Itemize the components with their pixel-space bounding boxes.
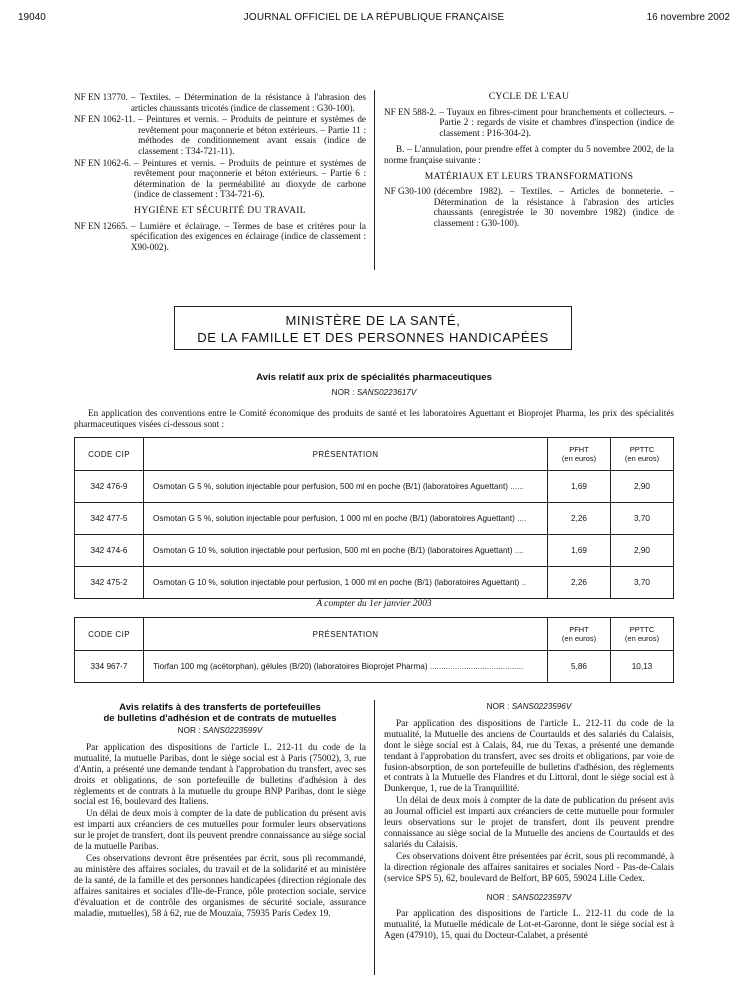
col-header-code: CODE CIP <box>75 438 144 471</box>
avis-prix-title: Avis relatif aux prix de spécialités pharmaceutiques <box>256 372 492 383</box>
presentation: Tiorfan 100 mg (acétorphan), gélules (B/20) (laboratoires Bioprojet Pharma) ......................................... <box>144 651 548 683</box>
presentation: Osmotan G 10 %, solution injectable pour perfusion, 1 000 ml en poche (B/1) (laboratoires Aguettant) .. <box>144 567 548 599</box>
norm-entry <box>74 158 366 200</box>
paragraph: Par application des dispositions de l'article L. 212-11 du code de la mutualité, la Mutuelle des anciens de Courtaulds et des salariés du Calaisis, dont le siège social est à Calais, 84, rue du Texas, a présenté une demande tendant à l'approbation du transfert, avec ses droits et obligations, par voie de fusion-absorption, de son portefeuille de bulletins d'adhésion, des règlements et contrats à la Mutuelle des Flandres et du Littoral, dont le siège social est à Dunkerque, 1, rue de la Tranquillité. <box>384 718 674 795</box>
col-header-presentation: PRÉSENTATION <box>144 438 548 471</box>
nor-line: NOR : SANS0223596V <box>486 702 572 711</box>
ministry-line-2: DE LA FAMILLE ET DES PERSONNES HANDICAPÉES <box>197 330 549 345</box>
norm-code: NF EN 588-2. <box>384 106 437 117</box>
col-header-code: CODE CIP <box>75 618 144 651</box>
avis-prix-intro: En application des conventions entre le Comité économique des produits de santé et les laboratoires Aguettant et Bioprojet Pharma, les prix des spécialités pharmaceutiques visées ci-dessous sont : <box>74 408 674 429</box>
norm-code: NF G30-100 <box>384 186 431 197</box>
price-table-1 <box>74 437 674 599</box>
column-divider <box>374 90 375 270</box>
ppttc-value: 2,90 <box>611 535 674 567</box>
pfht-value: 1,69 <box>548 535 611 567</box>
col-header-presentation: PRÉSENTATION <box>144 618 548 651</box>
table-row <box>75 535 674 567</box>
issue-date: 16 novembre 2002 <box>646 12 730 23</box>
paragraph: Par application des dispositions de l'article L. 212-11 du code de la mutualité, la mutuelle Paribas, dont le siège social est à Paris (75002), 3, rue d'Antin, a présenté une demande tendant à l'approbation du transfert, avec ses droits et obligations, de son portefeuille de bulletins d'adhésion à des règlements et de contrats à la mutuelle du groupe BNP Paribas, dont le siège social est 16, boulevard des Italiens. <box>74 742 366 808</box>
paragraph: Un délai de deux mois à compter de la date de publication du présent avis est imparti aux créanciers de ces mutuelles pour formuler leurs observations sur le projet de transfert, dont ils peuvent prendre connaissance au siège social de la mutuelle Paribas. <box>74 809 366 853</box>
effective-date-note: A compter du 1er janvier 2003 <box>316 599 432 609</box>
norm-entry <box>384 186 674 228</box>
norm-text: – Textiles. – Détermination de la résistance à l'abrasion des articles chaussants tricotés (indice de classement : G30-100). <box>130 92 366 113</box>
cip-code: 334 967-7 <box>75 651 144 683</box>
paragraph: Par application des dispositions de l'article L. 212-11 du code de la mutualité, la Mutuelle médicale de Lot-et-Garonne, dont le siège social est à Agen (47910), 15, quai du Docteur-Calabet, a présenté <box>384 909 674 942</box>
col-header-ppttc: PPTTC (en euros) <box>611 438 674 471</box>
bottom-left-column <box>74 702 366 920</box>
column-divider <box>374 700 375 975</box>
journal-title: JOURNAL OFFICIEL DE LA RÉPUBLIQUE FRANÇAISE <box>243 12 505 23</box>
ppttc-value: 3,70 <box>611 567 674 599</box>
presentation: Osmotan G 5 %, solution injectable pour perfusion, 1 000 ml en poche (B/1) (laboratoires Aguettant) .... <box>144 503 548 535</box>
top-right-column <box>384 92 674 230</box>
norm-code: NF EN 1062-11. <box>74 114 136 125</box>
norm-text: – Lumière et éclairage. – Termes de base et critères pour la spécification des exigences en éclairage (indice de classement : X90-002). <box>130 220 366 252</box>
ministry-box <box>174 306 572 350</box>
table-header-row <box>75 618 674 651</box>
norm-text: – Peintures et vernis. – Produits de peinture et systèmes de revêtement pour maçonnerie et béton extérieurs. – Partie 11 : méthodes de conditionnement avant essais (indice de classement : T34-721-11). <box>138 114 366 156</box>
cip-code: 342 475-2 <box>75 567 144 599</box>
section-title: MATÉRIAUX ET LEURS TRANSFORMATIONS <box>424 170 634 182</box>
nor-code: SANS0223617V <box>356 388 417 397</box>
section-title: HYGIÈNE ET SÉCURITÉ DU TRAVAIL <box>134 204 306 216</box>
table-row <box>75 503 674 535</box>
cip-code: 342 476-9 <box>75 471 144 503</box>
top-left-column <box>74 92 366 253</box>
presentation: Osmotan G 5 %, solution injectable pour perfusion, 500 ml en poche (B/1) (laboratoires Aguettant) ...... <box>144 471 548 503</box>
nor-line: NOR : SANS0223599V <box>177 726 263 735</box>
nor-label: NOR : <box>331 388 355 397</box>
transferts-title-line-2: de bulletins d'adhésion et de contrats de mutuelles <box>103 713 337 724</box>
pfht-value: 1,69 <box>548 471 611 503</box>
cip-code: 342 474-6 <box>75 535 144 567</box>
ppttc-value: 10,13 <box>611 651 674 683</box>
bottom-right-column <box>384 702 674 943</box>
norm-entry <box>74 92 366 113</box>
presentation: Osmotan G 10 %, solution injectable pour perfusion, 500 ml en poche (B/1) (laboratoires Aguettant) .... <box>144 535 548 567</box>
ministry-line-1: MINISTÈRE DE LA SANTÉ, <box>285 313 461 328</box>
norm-code: NF EN 12665. <box>74 220 128 231</box>
norm-text: (décembre 1982). – Textiles. – Articles de bonneterie. – Détermination de la résistance à l'abrasion des articles chaussants (enregistrée le 30 novembre 1982) (indice de classement : G30-100). <box>433 186 674 228</box>
norm-text: – Peintures et vernis. – Produits de peinture et systèmes de revêtement pour maçonnerie et béton extérieurs. – Partie 6 : détermination de la perméabilité au dioxyde de carbone (indice de classement : T34-721-6). <box>133 157 366 200</box>
page-number: 19040 <box>18 12 46 23</box>
table-row <box>75 651 674 683</box>
annulation-paragraph: B. – L'annulation, pour prendre effet à compter du 5 novembre 2002, de la norme française suivante : <box>384 144 674 165</box>
paragraph: Ces observations devront être présentées par écrit, sous pli recommandé, au ministère des affaires sociales, du travail et de la solidarité et au ministère de la santé, de la famille et des personnes handicapées (direction régionale des affaires sanitaires et sociales d'Ile-de-France, pôle protection sociale, service d'évaluation et de contrôle des organismes de sécurité sociale, assurance maladie, mutuelles), 58 à 62, rue de Mouzaïa, 75935 Paris Cedex 19. <box>74 853 366 919</box>
ppttc-value: 3,70 <box>611 503 674 535</box>
col-header-pfht: PFHT (en euros) <box>548 618 611 651</box>
ppttc-value: 2,90 <box>611 471 674 503</box>
nor-line <box>0 388 748 397</box>
table-row <box>75 567 674 599</box>
transferts-title-line-1: Avis relatifs à des transferts de portefeuilles <box>119 702 321 713</box>
table-header-row <box>75 438 674 471</box>
pfht-value: 2,26 <box>548 567 611 599</box>
section-title: CYCLE DE L'EAU <box>488 91 570 102</box>
paragraph: Un délai de deux mois à compter de la date de publication du présent avis au Journal officiel est imparti aux créanciers de cette mutuelle pour formuler leurs observations sur le projet de transfert, dont ils peuvent prendre connaissance au siège social de la Mutuelle des anciens de Courtaulds et des salariés du Calaisis. <box>384 796 674 850</box>
cip-code: 342 477-5 <box>75 503 144 535</box>
norm-code: NF EN 13770. <box>74 92 128 102</box>
norm-entry <box>384 107 674 139</box>
norm-entry <box>74 221 366 253</box>
col-header-pfht: PFHT (en euros) <box>548 438 611 471</box>
norm-text: – Tuyaux en fibres-ciment pour branchements et collecteurs. – Partie 2 : regards de visite et chambres d'inspection (indice de classement : P16-304-2). <box>439 106 674 138</box>
col-header-ppttc: PPTTC (en euros) <box>611 618 674 651</box>
norm-code: NF EN 1062-6. <box>74 157 131 168</box>
nor-line: NOR : SANS0223597V <box>486 892 572 902</box>
pfht-value: 2,26 <box>548 503 611 535</box>
pfht-value: 5,86 <box>548 651 611 683</box>
page-header <box>18 12 730 28</box>
table-row <box>75 471 674 503</box>
norm-entry <box>74 114 366 156</box>
price-table-2 <box>74 617 674 683</box>
paragraph: Ces observations doivent être présentées par écrit, sous pli recommandé, à la direction régionale des affaires sanitaires et sociales Nord - Pas-de-Calais (service SPS 5), 62, boulevard de Belfort, BP 605, 59024 Lille Cedex. <box>384 851 674 884</box>
